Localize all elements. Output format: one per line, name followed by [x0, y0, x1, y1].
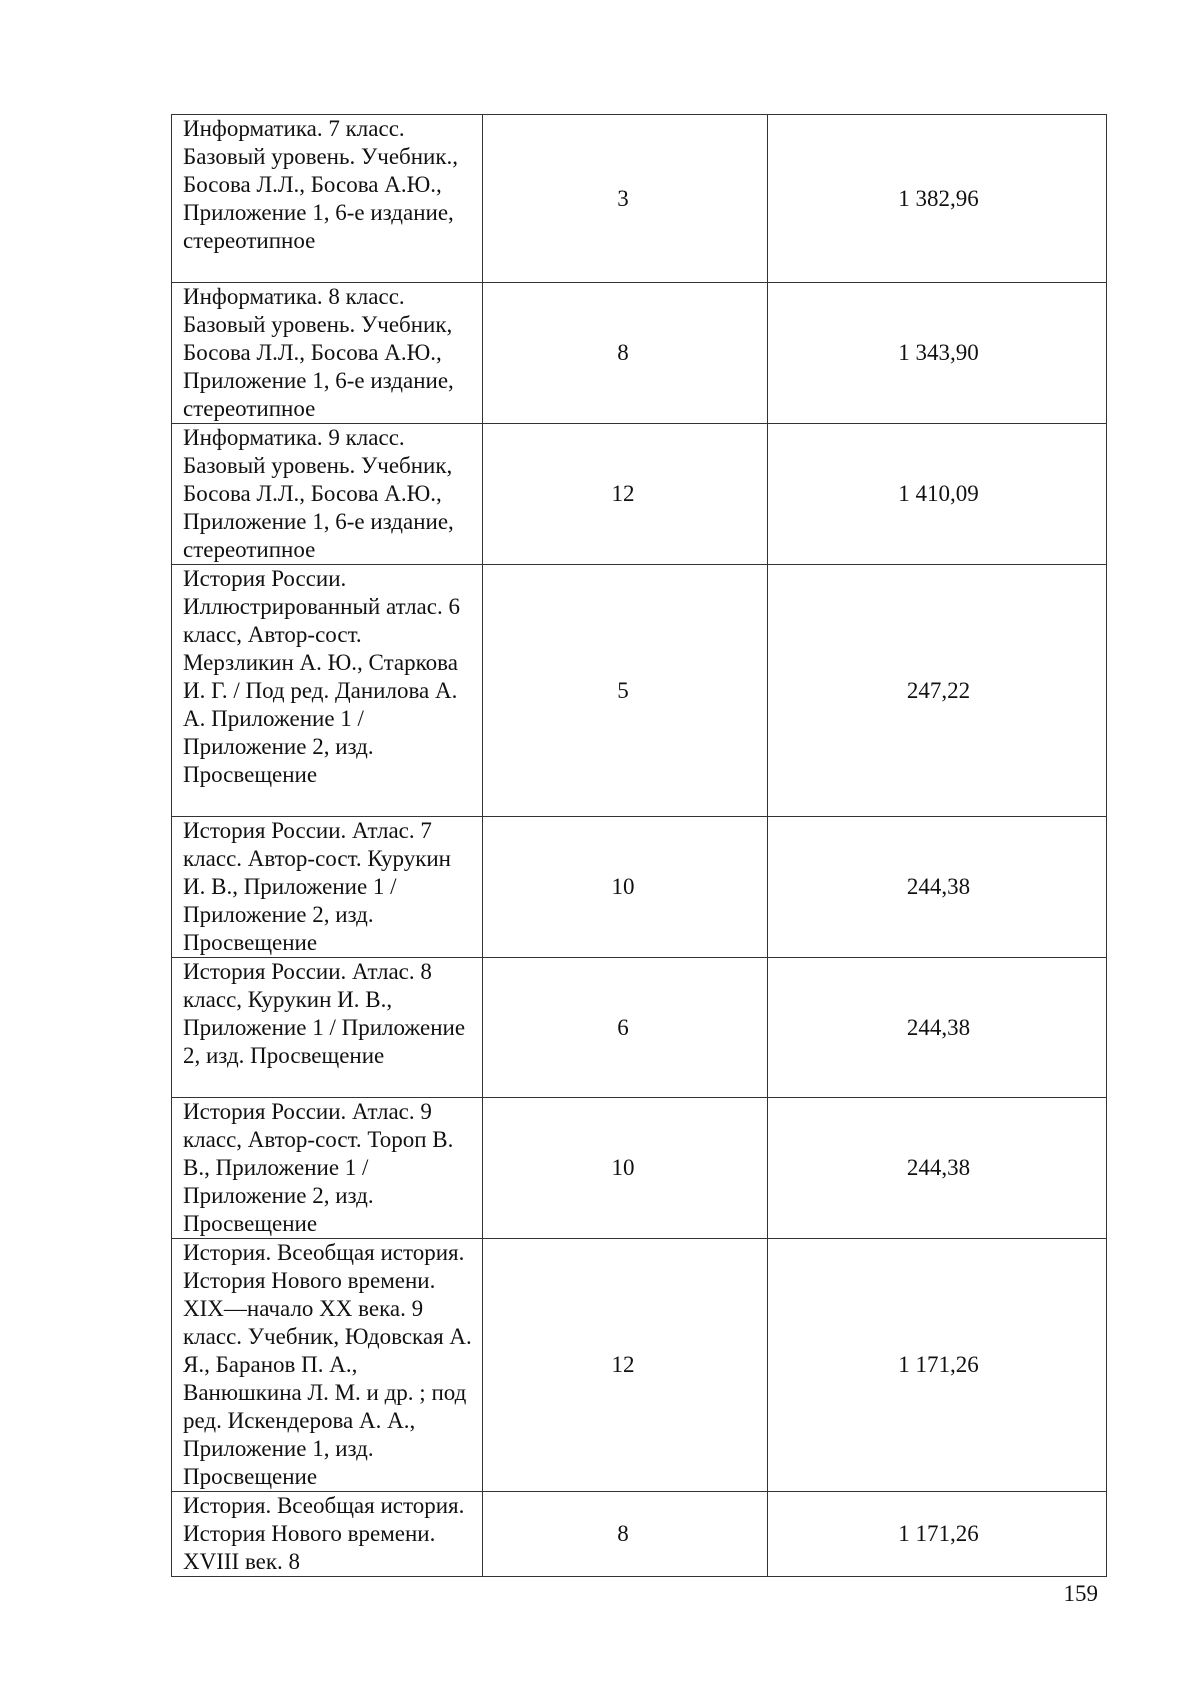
book-title: История России. Иллюстрированный атлас. 6 класс, Автор-сост. Мерзликин А. Ю., Старкова И. Г. / Под ред. Данилова А. А. Приложение 1 / Приложение 2, изд. Просвещение	[183, 566, 460, 787]
price-value: 244,38	[906, 1155, 971, 1180]
book-title-cell	[172, 424, 483, 565]
price-cell	[768, 283, 1107, 424]
price-value: 1 410,09	[898, 481, 979, 506]
book-title-cell	[172, 958, 483, 1098]
quantity-cell	[483, 424, 768, 565]
book-title: Информатика. 8 класс. Базовый уровень. Учебник, Босова Л.Л., Босова А.Ю., Приложение 1, 6-е издание, стереотипное	[183, 284, 454, 421]
quantity-cell	[483, 565, 768, 817]
price-cell	[768, 424, 1107, 565]
quantity-value: 6	[617, 1014, 629, 1040]
book-title-cell	[172, 565, 483, 817]
quantity-value: 10	[611, 1155, 635, 1180]
quantity-value: 8	[617, 1521, 629, 1546]
quantity-cell	[483, 115, 768, 283]
price-cell	[768, 817, 1107, 958]
table-row	[172, 424, 1107, 565]
quantity-value: 3	[617, 185, 629, 211]
book-title-cell	[172, 817, 483, 958]
table-row	[172, 1098, 1107, 1239]
price-value: 244,38	[906, 1014, 971, 1040]
table-row	[172, 115, 1107, 283]
quantity-cell	[483, 817, 768, 958]
book-title: Информатика. 9 класс. Базовый уровень. Учебник, Босова Л.Л., Босова А.Ю., Приложение 1, 6-е издание, стереотипное	[183, 425, 454, 562]
price-value: 1 171,26	[898, 1352, 979, 1377]
table-row	[172, 1492, 1107, 1577]
table-row	[172, 565, 1107, 817]
price-cell	[768, 115, 1107, 283]
book-title-cell	[172, 283, 483, 424]
quantity-value: 12	[611, 481, 635, 506]
table-row	[172, 1239, 1107, 1492]
table-row	[172, 817, 1107, 958]
price-value: 1 171,26	[898, 1521, 979, 1546]
book-title: История России. Атлас. 8 класс, Курукин И. В., Приложение 1 / Приложение 2, изд. Просвещение	[183, 959, 466, 1068]
price-cell	[768, 1239, 1107, 1492]
price-value: 1 343,90	[898, 340, 979, 365]
price-table	[171, 114, 1107, 1577]
quantity-cell	[483, 1239, 768, 1492]
price-value: 1 382,96	[898, 185, 979, 211]
page-number: 159	[1063, 1581, 1098, 1606]
table-row	[172, 958, 1107, 1098]
book-title: История. Всеобщая история. История Нового времени. XIX—начало XX века. 9 класс. Учебник, Юдовская А. Я., Баранов П. А., Ванюшкина Л. М. и др. ; под ред. Искендерова А. А., Приложение 1, изд. Просвещение	[183, 1240, 472, 1489]
quantity-cell	[483, 283, 768, 424]
book-title-cell	[172, 1098, 483, 1239]
book-title-cell	[172, 115, 483, 283]
book-title-cell	[172, 1492, 483, 1577]
book-title-cell	[172, 1239, 483, 1492]
book-title: История. Всеобщая история. История Нового времени. XVIII век. 8	[183, 1493, 465, 1574]
price-cell	[768, 1098, 1107, 1239]
table-row	[172, 283, 1107, 424]
price-cell	[768, 565, 1107, 817]
quantity-cell	[483, 1098, 768, 1239]
quantity-value: 10	[611, 874, 635, 899]
quantity-value: 5	[617, 677, 629, 703]
book-title: История России. Атлас. 7 класс. Автор-сост. Курукин И. В., Приложение 1 / Приложение 2, изд. Просвещение	[183, 818, 451, 955]
book-title: Информатика. 7 класс. Базовый уровень. Учебник., Босова Л.Л., Босова А.Ю., Приложение 1, 6-е издание, стереотипное	[183, 116, 459, 253]
quantity-cell	[483, 958, 768, 1098]
price-value: 244,38	[906, 874, 971, 899]
quantity-cell	[483, 1492, 768, 1577]
quantity-value: 8	[617, 340, 629, 365]
price-value: 247,22	[906, 677, 971, 703]
book-title: История России. Атлас. 9 класс, Автор-сост. Тороп В. В., Приложение 1 / Приложение 2, изд. Просвещение	[183, 1099, 454, 1236]
price-cell	[768, 1492, 1107, 1577]
price-cell	[768, 958, 1107, 1098]
quantity-value: 12	[611, 1352, 635, 1377]
